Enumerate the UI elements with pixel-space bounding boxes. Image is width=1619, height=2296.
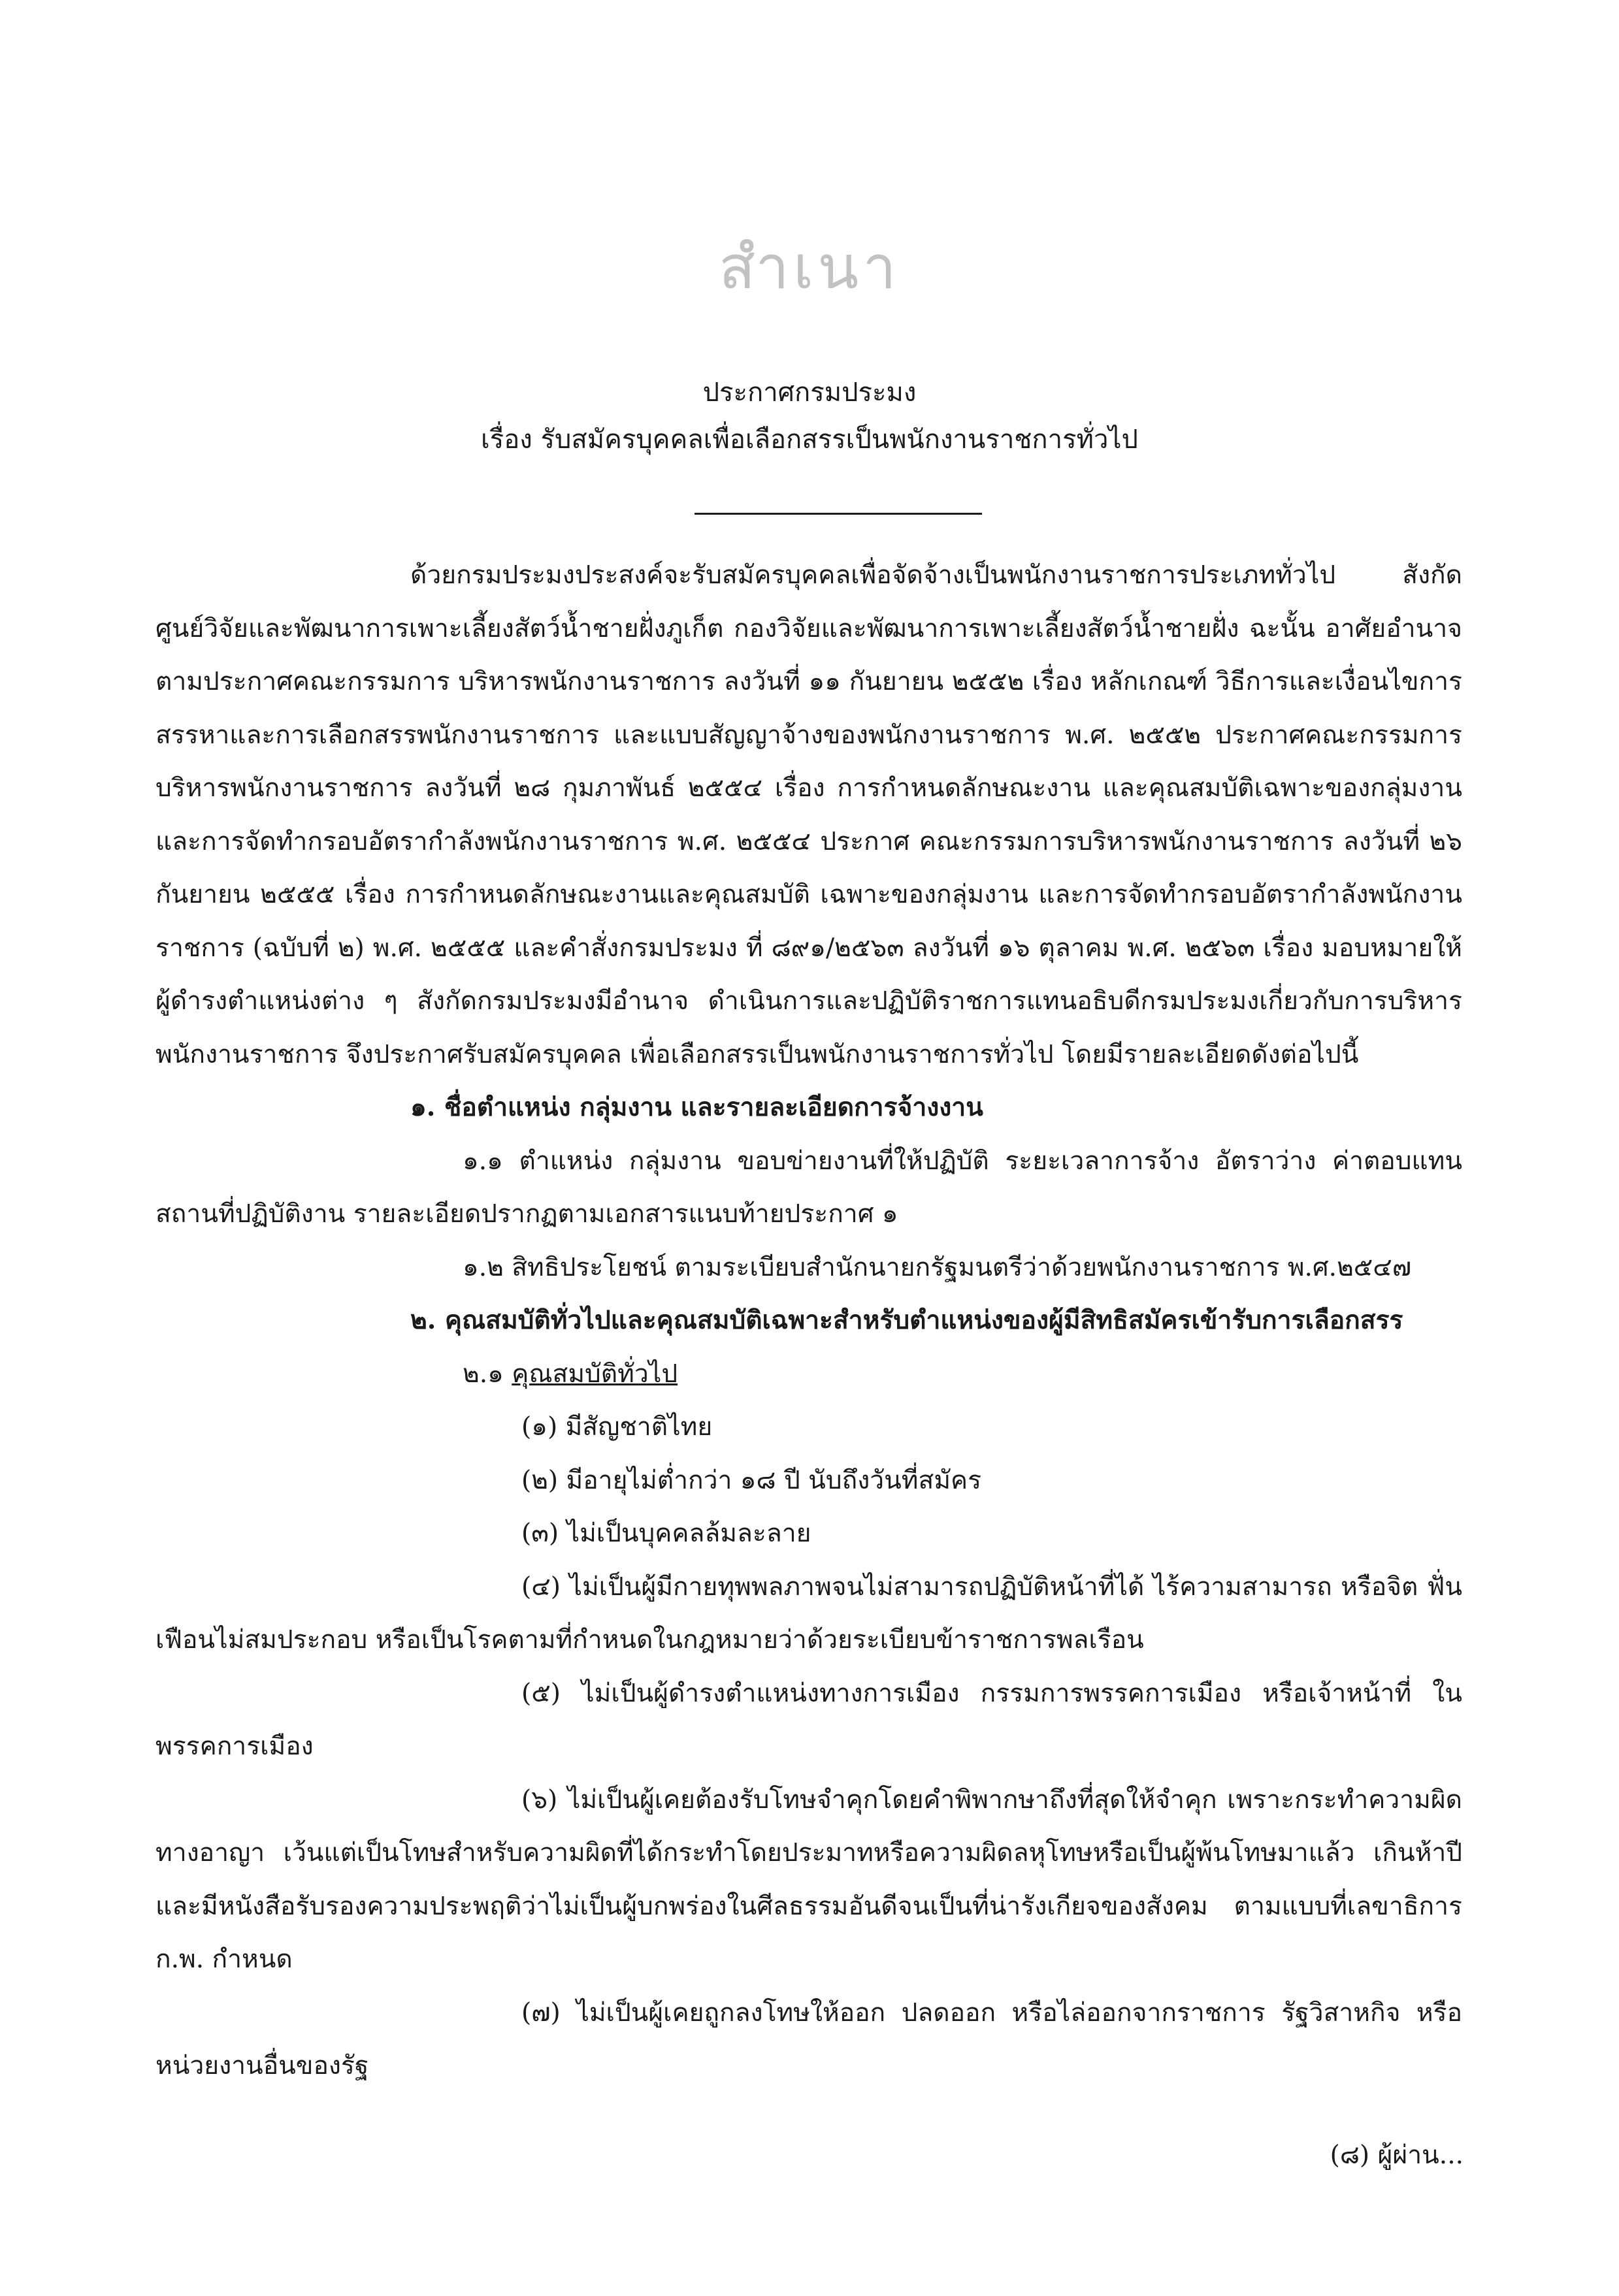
section-2-sub-title: คุณสมบัติทั่วไป: [512, 1359, 678, 1389]
title-divider: [695, 513, 982, 515]
section-1-item-1: ๑.๑ ตำแหน่ง กลุ่มงาน ขอบข่ายงานที่ให้ปฏิบัติ ระยะเวลาการจ้าง อัตราว่าง ค่าตอบแทน สถานที่ปฏิบัติงาน รายละเอียดปรากฏตามเอกสารแนบท้ายประกาศ ๑: [155, 1146, 1462, 1229]
document-body: [155, 549, 1462, 2093]
section-2-heading: ๒. คุณสมบัติทั่วไปและคุณสมบัติเฉพาะสำหรับตำแหน่งของผู้มีสิทธิสมัครเข้ารับการเลือกสรร: [410, 1305, 1403, 1335]
section-2-sub-number: ๒.๑: [463, 1359, 512, 1389]
announcement-subject: เรื่อง รับสมัครบุคคลเพื่อเลือกสรรเป็นพนักงานราชการทั่วไป: [481, 425, 1138, 455]
qualification-item: (๑) มีสัญชาติไทย: [521, 1412, 713, 1442]
qualification-item: (๓) ไม่เป็นบุคคลล้มละลาย: [521, 1519, 811, 1548]
section-2-subheading: [155, 1348, 1462, 1401]
announcement-title: ประกาศกรมประมง: [702, 378, 917, 408]
continuation-note: (๘) ผู้ผ่าน...: [1330, 2141, 1464, 2170]
qualification-item: (๕) ไม่เป็นผู้ดำรงตำแหน่งทางการเมือง กรรมการพรรคการเมือง หรือเจ้าหน้าที่ ในพรรคการเมือง: [155, 1678, 1462, 1761]
section-1-heading: ๑. ชื่อตำแหน่ง กลุ่มงาน และรายละเอียดการจ้างงาน: [410, 1092, 983, 1122]
intro-paragraph: ด้วยกรมประมงประสงค์จะรับสมัครบุคคลเพื่อจัดจ้างเป็นพนักงานราชการประเภททั่วไป สังกัด ศูนย์วิจัยและพัฒนาการเพาะเลี้ยงสัตว์น้ำชายฝั่งภูเก็ต กองวิจัยและพัฒนาการเพาะเลี้ยงสัตว์น้ำชายฝั่ง ฉะนั้น อาศัยอำนาจตามประกาศคณะกรรมการ บริหารพนักงานราชการ ลงวันที่ ๑๑ กันยายน ๒๕๕๒ เรื่อง หลักเกณฑ์ วิธีการและเงื่อนไขการสรรหาและการเลือกสรรพนักงานราชการ และแบบสัญญาจ้างของพนักงานราชการ พ.ศ. ๒๕๕๒ ประกาศคณะกรรมการบริหารพนักงานราชการ ลงวันที่ ๒๘ กุมภาพันธ์ ๒๕๕๔ เรื่อง การกำหนดลักษณะงาน และคุณสมบัติเฉพาะของกลุ่มงานและการจัดทำกรอบอัตรากำลังพนักงานราชการ พ.ศ. ๒๕๕๔ ประกาศ คณะกรรมการบริหารพนักงานราชการ ลงวันที่ ๒๖ กันยายน ๒๕๕๕ เรื่อง การกำหนดลักษณะงานและคุณสมบัติ เฉพาะของกลุ่มงาน และการจัดทำกรอบอัตรากำลังพนักงานราชการ (ฉบับที่ ๒) พ.ศ. ๒๕๕๕ และคำสั่งกรมประมง ที่ ๘๙๑/๒๕๖๓ ลงวันที่ ๑๖ ตุลาคม พ.ศ. ๒๕๖๓ เรื่อง มอบหมายให้ผู้ดำรงตำแหน่งต่าง ๆ สังกัดกรมประมงมีอำนาจ ดำเนินการและปฏิบัติราชการแทนอธิบดีกรมประมงเกี่ยวกับการบริหารพนักงานราชการ จึงประกาศรับสมัครบุคคล เพื่อเลือกสรรเป็นพนักงานราชการทั่วไป โดยมีรายละเอียดดังต่อไปนี้: [155, 560, 1462, 1069]
qualification-item: (๒) มีอายุไม่ต่ำกว่า ๑๘ ปี นับถึงวันที่สมัคร: [521, 1465, 982, 1495]
qualification-item: (๔) ไม่เป็นผู้มีกายทุพพลภาพจนไม่สามารถปฏิบัติหน้าที่ได้ ไร้ความสามารถ หรือจิต ฟั่นเฟือนไม่สมประกอบ หรือเป็นโรคตามที่กำหนดในกฎหมายว่าด้วยระเบียบข้าราชการพลเรือน: [155, 1572, 1462, 1655]
section-1-item-2: ๑.๒ สิทธิประโยชน์ ตามระเบียบสำนักนายกรัฐมนตรีว่าด้วยพนักงานราชการ พ.ศ.๒๕๔๗: [463, 1252, 1412, 1282]
qualification-item: (๖) ไม่เป็นผู้เคยต้องรับโทษจำคุกโดยคำพิพากษาถึงที่สุดให้จำคุก เพราะกระทำความผิด ทางอาญา เว้นแต่เป็นโทษสำหรับความผิดที่ได้กระทำโดยประมาทหรือความผิดลหุโทษหรือเป็นผู้พ้นโทษมาแล้ว เกินห้าปีและมีหนังสือรับรองความประพฤติว่าไม่เป็นผู้บกพร่องในศีลธรรมอันดีจนเป็นที่น่ารังเกียจของสังคม ตามแบบที่เลขาธิการ ก.พ. กำหนด: [155, 1785, 1462, 1974]
qualification-item: (๗) ไม่เป็นผู้เคยถูกลงโทษให้ออก ปลดออก หรือไล่ออกจากราชการ รัฐวิสาหกิจ หรือ หน่วยงานอื่นของรัฐ: [155, 1997, 1462, 2080]
copy-stamp: สำเนา: [719, 233, 900, 302]
